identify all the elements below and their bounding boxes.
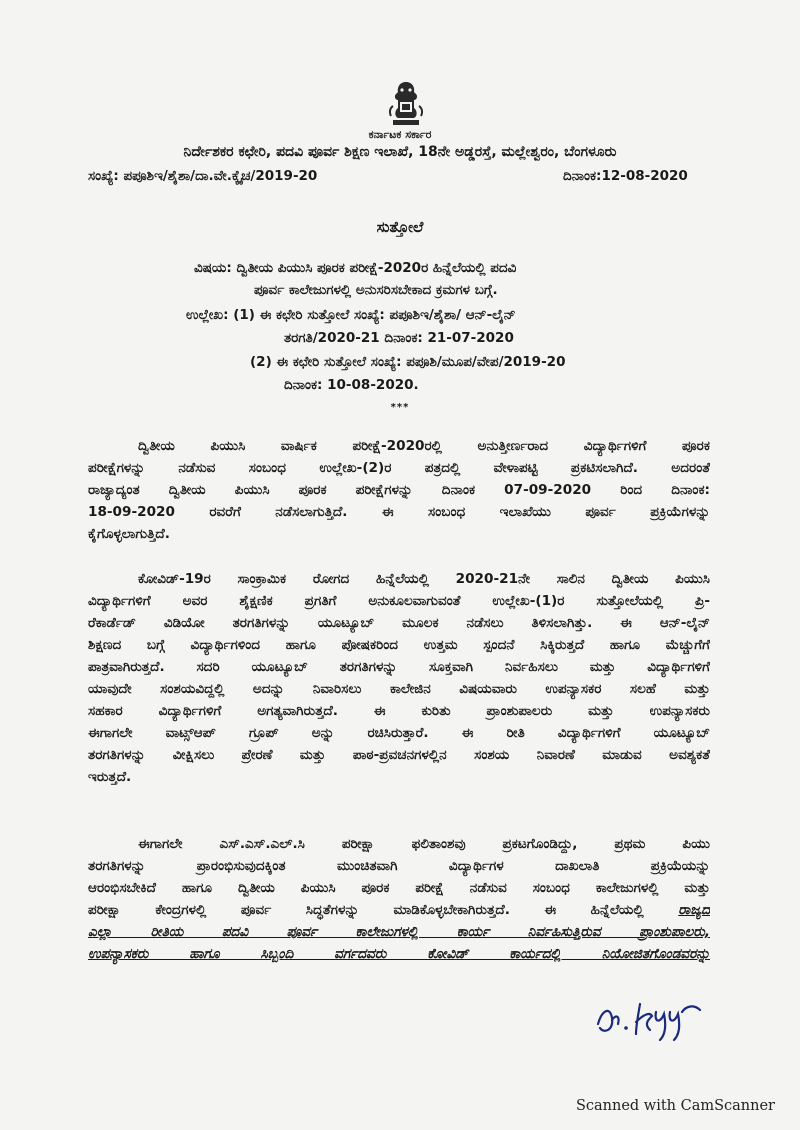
reference-2-line-1: (2) ಈ ಕಛೇರಿ ಸುತ್ತೋಲೆ ಸಂಖ್ಯೆ: ಪಪೂಶಿ/ಮೂಪ/ವೇಪ/2019-20 (250, 354, 566, 370)
paragraph-line: ಸಹಕಾರ ವಿದ್ಯಾರ್ಥಿಗಳಿಗೆ ಅಗತ್ಯವಾಗಿರುತ್ತದೆ. ಈ ಕುರಿತು ಪ್ರಾಂಶುಪಾಲರು ಮತ್ತು ಉಪನ್ಯಾಸಕರು (88, 703, 710, 719)
document-title: ಸುತ್ತೋಲೆ (376, 218, 424, 236)
paragraph-1 (88, 435, 710, 545)
signature-image (590, 990, 710, 1050)
paragraph-line: ವಿದ್ಯಾರ್ಥಿಗಳಿಗೆ ಅವರ ಶೈಕ್ಷಣಿಕ ಪ್ರಗತಿಗೆ ಅನುಕೂಲವಾಗುವಂತೆ ಉಲ್ಲೇಖ-(1)ರ ಸುತ್ತೋಲೆಯಲ್ಲಿ ಪ್ರಿ- (88, 593, 710, 609)
paragraph-line: ಶಿಕ್ಷಣದ ಬಗ್ಗೆ ವಿದ್ಯಾರ್ಥಿಗಳಿಂದ ಹಾಗೂ ಪೋಷಕರಿಂದ ಉತ್ತಮ ಸ್ಪಂದನೆ ಸಿಕ್ಕಿರುತ್ತದೆ ಹಾಗೂ ಮೆಚ್ಚುಗೆಗೆ (88, 637, 710, 653)
underlined-text: ರಾಜ್ಯದ (678, 902, 710, 918)
subject-line-2: ಪೂರ್ವ ಕಾಲೇಜುಗಳಲ್ಲಿ ಅನುಸರಿಸಬೇಕಾದ ಕ್ರಮಗಳ ಬಗ್ಗೆ. (254, 282, 498, 298)
paragraph-line: ಪರೀಕ್ಷೆಗಳನ್ನು ನಡೆಸುವ ಸಂಬಂಧ ಉಲ್ಲೇಖ-(2)ರ ಪತ್ರದಲ್ಲಿ ವೇಳಾಪಟ್ಟಿ ಪ್ರಕಟಿಸಲಾಗಿದೆ. ಅದರಂತೆ (88, 460, 710, 476)
paragraph-line: ಕೋವಿಡ್-19ರ ಸಾಂಕ್ರಾಮಿಕ ರೋಗದ ಹಿನ್ನೆಲೆಯಲ್ಲಿ 2020-21ನೇ ಸಾಲಿನ ದ್ವಿತೀಯ ಪಿಯುಸಿ (138, 571, 710, 587)
paragraph-line: ಈಗಾಗಲೇ ಎಸ್.ಎಸ್.ಎಲ್.ಸಿ ಪರೀಕ್ಷಾ ಫಲಿತಾಂಶವು ಪ್ರಕಟಗೊಂಡಿದ್ದು, ಪ್ರಥಮ ಪಿಯು (138, 836, 710, 852)
underlined-line: ಉಪನ್ಯಾಸಕರು ಹಾಗೂ ಸಿಬ್ಬಂದಿ ವರ್ಗದವರು ಕೋವಿಡ್ ಕಾರ್ಯದಲ್ಲಿ ನಿಯೋಜಿತಗೊಂಡವರನ್ನು (88, 946, 710, 962)
paragraph-line: ಪಾತ್ರವಾಗಿರುತ್ತದೆ. ಸದರಿ ಯೂಟ್ಯೂಬ್ ತರಗತಿಗಳನ್ನು ಸೂಕ್ತವಾಗಿ ನಿರ್ವಹಿಸಲು ಮತ್ತು ವಿದ್ಯಾರ್ಥಿಗಳಿಗೆ (88, 659, 710, 675)
paragraph-line: ಇರುತ್ತದೆ. (88, 769, 132, 785)
paragraph-line: ಕೈಗೊಳ್ಳಲಾಗುತ್ತಿದೆ. (88, 526, 170, 542)
reference-1-line-2: ತರಗತಿ/2020-21 ದಿನಾಂಕ: 21-07-2020 (284, 330, 514, 346)
paragraph-line: ತರಗತಿಗಳನ್ನು ವೀಕ್ಷಿಸಲು ಪ್ರೇರಣೆ ಮತ್ತು ಪಾಠ-ಪ್ರವಚನಗಳಲ್ಲಿನ ಸಂಶಯ ನಿವಾರಣೆ ಮಾಡುವ ಅವಶ್ಯಕತೆ (88, 747, 710, 763)
paragraph-line: ತರಗತಿಗಳನ್ನು ಪ್ರಾರಂಭಿಸುವುದಕ್ಕಿಂತ ಮುಂಚಿತವಾಗಿ ವಿದ್ಯಾರ್ಥಿಗಳ ದಾಖಲಾತಿ ಪ್ರಕ್ರಿಯೆಯನ್ನು (88, 858, 710, 874)
subject-line-1: ವಿಷಯ: ದ್ವಿತೀಯ ಪಿಯುಸಿ ಪೂರಕ ಪರೀಕ್ಷೆ-2020ರ ಹಿನ್ನೆಲೆಯಲ್ಲಿ ಪದವಿ (194, 260, 517, 276)
paragraph-line: ಈಗಾಗಲೇ ವಾಟ್ಸ್‌ಆಪ್ ಗ್ರೂಪ್ ಅನ್ನು ರಚಿಸಿರುತ್ತಾರೆ. ಈ ರೀತಿ ವಿದ್ಯಾರ್ಥಿಗಳಿಗೆ ಯೂಟ್ಯೂಬ್ (88, 725, 710, 741)
paragraph-line (88, 899, 710, 921)
document-date: ದಿನಾಂಕ:12-08-2020 (563, 168, 688, 184)
paragraph-3 (88, 833, 710, 965)
paragraph-line: 18-09-2020 ರವರೆಗೆ ನಡೆಸಲಾಗುತ್ತಿದೆ. ಈ ಸಂಬಂಧ ಇಲಾಖೆಯು ಪೂರ್ವ ಪ್ರಕ್ರಿಯೆಗಳನ್ನು (88, 504, 710, 520)
paragraph-text: ಪರೀಕ್ಷಾ ಕೇಂದ್ರಗಳಲ್ಲಿ ಪೂರ್ವ ಸಿದ್ಧತೆಗಳನ್ನು ಮಾಡಿಕೊಳ್ಳಬೇಕಾಗಿರುತ್ತದೆ. ಈ ಹಿನ್ನೆಲೆಯಲ್ಲಿ (88, 902, 644, 918)
paragraph-line: ಯಾವುದೇ ಸಂಶಯವಿದ್ದಲ್ಲಿ ಅದನ್ನು ನಿವಾರಿಸಲು ಕಾಲೇಜಿನ ವಿಷಯವಾರು ಉಪನ್ಯಾಸಕರ ಸಲಹೆ ಮತ್ತು (88, 681, 710, 697)
office-address: ನಿರ್ದೇಶಕರ ಕಛೇರಿ, ಪದವಿ ಪೂರ್ವ ಶಿಕ್ಷಣ ಇಲಾಖೆ, 18ನೇ ಅಡ್ಡರಸ್ತೆ, ಮಲ್ಲೇಶ್ವರಂ, ಬೆಂಗಳೂರು (183, 144, 617, 160)
paragraph-line: ದ್ವಿತೀಯ ಪಿಯುಸಿ ವಾರ್ಷಿಕ ಪರೀಕ್ಷೆ-2020ರಲ್ಲಿ ಅನುತ್ತೀರ್ಣರಾದ ವಿದ್ಯಾರ್ಥಿಗಳಿಗೆ ಪೂರಕ (138, 438, 710, 454)
scanner-watermark: Scanned with CamScanner (575, 1098, 775, 1114)
reference-number: ಸಂಖ್ಯೆ: ಪಪೂಶಿಇ/ಶೈಶಾ/ದಾ.ವೇ.ಕ್ಕೈಚ/2019-20 (88, 168, 318, 184)
reference-2-line-2: ದಿನಾಂಕ: 10-08-2020. (284, 377, 419, 393)
paragraph-2 (88, 568, 710, 788)
paragraph-line: ರಾಜ್ಯಾದ್ಯಂತ ದ್ವಿತೀಯ ಪಿಯುಸಿ ಪೂರಕ ಪರೀಕ್ಷೆಗಳನ್ನು ದಿನಾಂಕ 07-09-2020 ರಿಂದ ದಿನಾಂಕ: (88, 482, 710, 498)
separator-stars: *** (390, 402, 410, 413)
paragraph-line: ಆರಂಭಿಸಬೇಕಿದೆ ಹಾಗೂ ದ್ವಿತೀಯ ಪಿಯುಸಿ ಪೂರಕ ಪರೀಕ್ಷೆ ನಡೆಸುವ ಸಂಬಂಧ ಕಾಲೇಜುಗಳಲ್ಲಿ ಮತ್ತು (88, 880, 710, 896)
reference-1-line-1: ಉಲ್ಲೇಖ: (1) ಈ ಕಛೇರಿ ಸುತ್ತೋಲೆ ಸಂಖ್ಯೆ: ಪಪೂಶಿಇ/ಶೈಶಾ/ ಆನ್-ಲೈನ್ (186, 307, 516, 323)
paragraph-line: ರೆಕಾರ್ಡೆಡ್ ವಿಡಿಯೋ ತರಗತಿಗಳನ್ನು ಯೂಟ್ಯೂಬ್ ಮೂಲಕ ನಡೆಸಲು ತಿಳಿಸಲಾಗಿತ್ತು. ಈ ಆನ್-ಲೈನ್ (88, 615, 710, 631)
government-label: ಕರ್ನಾಟಕ ಸರ್ಕಾರ (368, 128, 432, 141)
underlined-line: ಎಲ್ಲಾ ರೀತಿಯ ಪದವಿ ಪೂರ್ವ ಕಾಲೇಜುಗಳಲ್ಲಿ ಕಾರ್ಯ ನಿರ್ವಹಿಸುತ್ತಿರುವ ಪ್ರಾಂಶುಪಾಲರು, (88, 924, 710, 940)
state-emblem-icon (386, 78, 426, 128)
